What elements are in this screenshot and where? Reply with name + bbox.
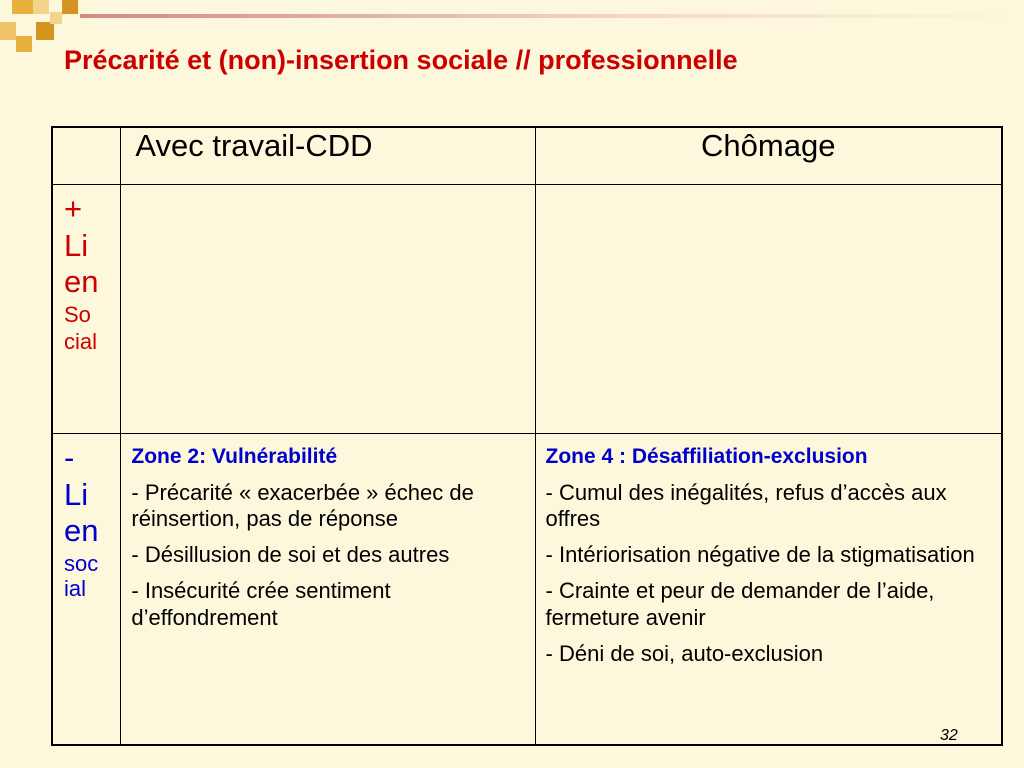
decor-top-bar xyxy=(80,14,1024,18)
decor-square xyxy=(12,0,33,14)
cell-zone2 xyxy=(121,434,535,746)
cell-zone4 xyxy=(535,434,1002,746)
decor-square xyxy=(33,0,49,14)
row-label-plus xyxy=(52,185,121,434)
label-line: en xyxy=(64,264,99,300)
row-label-minus xyxy=(52,434,121,746)
zone2-title: Zone 2: Vulnérabilité xyxy=(131,445,338,468)
table-row-lien-minus xyxy=(52,434,1002,746)
precarity-table xyxy=(51,126,1003,746)
label-line: ial xyxy=(64,575,87,601)
decor-square xyxy=(50,12,62,24)
header-chomage: Chômage xyxy=(535,127,1002,185)
header-empty-cell xyxy=(52,127,121,185)
zone4-item: - Crainte et peur de demander de l’aide, fermeture avenir xyxy=(545,578,935,630)
cell-zone1-empty xyxy=(121,185,535,434)
sign-minus: - xyxy=(64,440,75,475)
label-line: cial xyxy=(64,328,98,354)
zone4-item: - Déni de soi, auto-exclusion xyxy=(545,640,824,666)
label-line: soc xyxy=(64,550,99,576)
slide-title: Précarité et (non)-insertion sociale // professionnelle xyxy=(64,45,738,75)
decor-square xyxy=(16,36,32,52)
zone4-item: - Intériorisation négative de la stigmatisation xyxy=(545,542,975,568)
label-line: So xyxy=(64,301,91,327)
zone2-item: - Précarité « exacerbée » échec de réinsertion, pas de réponse xyxy=(131,479,474,532)
decor-square xyxy=(0,22,16,40)
decor-square xyxy=(36,22,54,40)
zone4-title: Zone 4 : Désaffiliation-exclusion xyxy=(545,445,868,468)
header-avec-travail: Avec travail-CDD xyxy=(121,127,535,185)
zone2-item: - Désillusion de soi et des autres xyxy=(131,542,450,568)
label-line: en xyxy=(64,513,99,549)
page-number: 32 xyxy=(940,727,958,744)
table-header-row xyxy=(52,127,1002,185)
decor-square xyxy=(62,0,78,14)
cell-zone3-empty xyxy=(535,185,1002,434)
label-line: Li xyxy=(64,227,89,263)
zone2-item: - Insécurité crée sentiment d’effondrement xyxy=(131,578,391,630)
table-row-lien-plus xyxy=(52,185,1002,434)
sign-plus: + xyxy=(64,191,83,226)
label-line: Li xyxy=(64,476,89,512)
zone4-item: - Cumul des inégalités, refus d’accès aux offres xyxy=(545,479,947,532)
